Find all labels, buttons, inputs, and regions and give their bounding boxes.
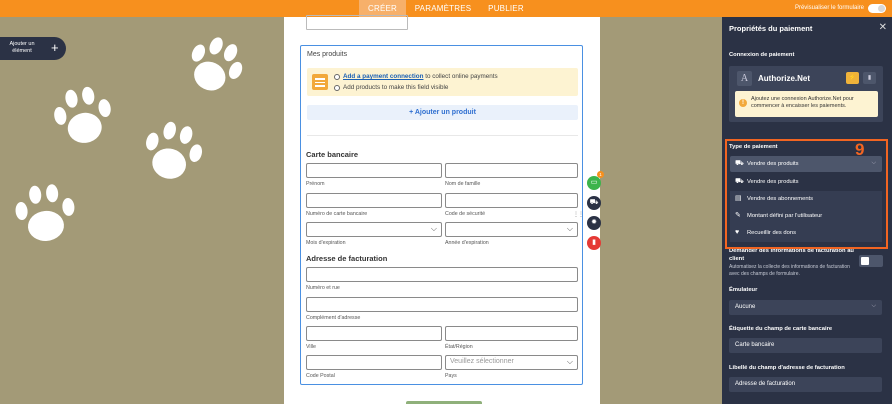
panel-title: Propriétés du paiement (729, 24, 813, 33)
billing-field-value: Adresse de facturation (735, 381, 796, 387)
option-label: Vendre des produits (747, 179, 799, 185)
add-element-button[interactable] (0, 37, 66, 60)
billing-info-desc: Automatisez la collecte des informations de facturation avec des champs de formulaire. (729, 264, 850, 277)
card-field-input[interactable] (729, 338, 882, 353)
cart-icon: ⛟ (735, 178, 744, 185)
trash-icon: ▮ (592, 239, 596, 246)
tab-publish[interactable]: PUBLIER (488, 4, 524, 13)
card-number-input[interactable] (306, 193, 442, 208)
trash-icon[interactable]: ▮ (863, 72, 876, 84)
tab-settings[interactable]: PARAMÈTRES (414, 4, 472, 13)
properties-button[interactable] (587, 216, 601, 230)
divider (307, 135, 578, 136)
preview-toggle[interactable] (868, 4, 886, 13)
exp-month-select[interactable] (306, 222, 442, 237)
chevron-down-icon: ⌵ (430, 224, 437, 233)
exp-year-label: Année d'expiration (445, 240, 489, 246)
authorize-net-card (729, 66, 883, 122)
option-label: Recueillir des dons (747, 230, 796, 236)
provider-warning (735, 91, 878, 117)
emulator-value: Aucune (735, 304, 756, 310)
warning-icon: ! (739, 99, 747, 107)
close-icon[interactable]: ✕ (878, 22, 887, 33)
paw-print-icon (183, 33, 245, 101)
payment-field-card[interactable] (300, 45, 583, 385)
payment-settings-button[interactable] (587, 176, 601, 190)
option-label: Vendre des abonnements (747, 196, 814, 202)
zip-input[interactable] (306, 355, 442, 370)
last-name-label: Nom de famille (445, 181, 481, 187)
paw-print-icon (48, 84, 118, 152)
card-field-value: Carte bancaire (735, 342, 775, 348)
billing-info-label: Demander des informations de facturation au client (729, 248, 854, 262)
paw-print-icon (137, 118, 207, 188)
paw-print-icon (8, 180, 82, 250)
last-name-input[interactable] (445, 163, 578, 178)
option-label: Montant défini par l'utilisateur (747, 213, 823, 219)
add-product-button[interactable]: + Ajouter un produit (307, 105, 578, 120)
user-amount-icon: ✎ (735, 212, 741, 219)
exp-year-select[interactable] (445, 222, 578, 237)
country-select[interactable] (445, 355, 578, 370)
billing-info-toggle[interactable] (859, 255, 883, 267)
emulator-label: Émulateur (729, 287, 758, 293)
card-section-title: Carte bancaire (306, 150, 359, 159)
radio-circle-icon (334, 74, 340, 80)
billing-section-title: Adresse de facturation (306, 254, 388, 263)
street-label: Numéro et rue (306, 285, 340, 291)
provider-name: Authorize.Net (758, 74, 810, 83)
form-canvas (284, 17, 600, 404)
donation-heart-icon: ♥ (735, 229, 740, 236)
drag-handle-icon[interactable]: ⋮⋮ (573, 212, 583, 218)
chevron-down-icon: ⌵ (871, 160, 876, 166)
previous-field-input[interactable] (306, 15, 408, 30)
cart-button[interactable] (587, 196, 601, 210)
exp-month-label: Mois d'expiration (306, 240, 346, 246)
gear-icon: ✹ (591, 219, 597, 226)
country-placeholder: Veuillez sélectionner (450, 358, 514, 365)
authorize-net-logo: A (737, 71, 752, 86)
provider-warning-text: Ajoutez une connexion Authorize.Net pour commencer à encaisser les paiements. (751, 96, 854, 109)
payment-type-value: Vendre des produits (747, 161, 799, 167)
first-name-label: Prénom (306, 181, 325, 187)
billing-field-label: Libellé du champ d'adresse de facturation (729, 365, 845, 371)
zip-label: Code Postal (306, 373, 335, 379)
first-name-input[interactable] (306, 163, 442, 178)
card-number-label: Numéro de carte bancaire (306, 211, 368, 217)
tab-create[interactable]: CRÉER (359, 0, 406, 17)
plus-icon: + (51, 40, 59, 55)
city-input[interactable] (306, 326, 442, 341)
state-label: État/Région (445, 344, 473, 350)
connect-bolt-icon[interactable]: ⚡ (846, 72, 859, 84)
billing-field-input[interactable] (729, 377, 882, 392)
emulator-select[interactable] (729, 300, 882, 315)
warning-text: to collect online payments (423, 73, 498, 80)
radio-circle-icon (334, 85, 340, 91)
chevron-down-icon: ⌵ (566, 357, 573, 366)
street-input[interactable] (306, 267, 578, 282)
cart-icon: ⛟ (589, 199, 599, 206)
connection-label: Connexion de paiement (729, 52, 795, 58)
preview-form-label: Prévisualiser le formulaire (794, 5, 864, 11)
payment-warning (307, 68, 578, 96)
state-input[interactable] (445, 326, 578, 341)
address2-label: Complément d'adresse (306, 315, 361, 321)
address2-input[interactable] (306, 297, 578, 312)
annotation-number: 9 (855, 140, 865, 159)
city-label: Ville (306, 344, 316, 350)
chevron-down-icon: ⌵ (871, 303, 876, 309)
add-element-label: Ajouter un élément (9, 41, 35, 54)
product-list-icon (312, 74, 328, 90)
warning-text-line2: Add products to make this field visible (343, 84, 449, 91)
payment-type-label: Type de paiement (729, 144, 778, 150)
top-bar (0, 0, 892, 17)
card-field-label: Étiquette du champ de carte bancaire (729, 326, 833, 332)
products-title: Mes produits (307, 51, 348, 58)
security-code-input[interactable] (445, 193, 578, 208)
delete-field-button[interactable] (587, 236, 601, 250)
notification-badge: 1 (597, 171, 604, 178)
card-icon: ▭ (590, 179, 598, 186)
cart-icon: ⛟ (735, 160, 744, 167)
chevron-down-icon: ⌵ (566, 224, 573, 233)
security-code-label: Code de sécurité (445, 211, 486, 217)
add-payment-connection-link[interactable]: Add a payment connection (343, 73, 424, 80)
subscription-icon: ▤ (735, 195, 742, 202)
country-label: Pays (445, 373, 457, 379)
